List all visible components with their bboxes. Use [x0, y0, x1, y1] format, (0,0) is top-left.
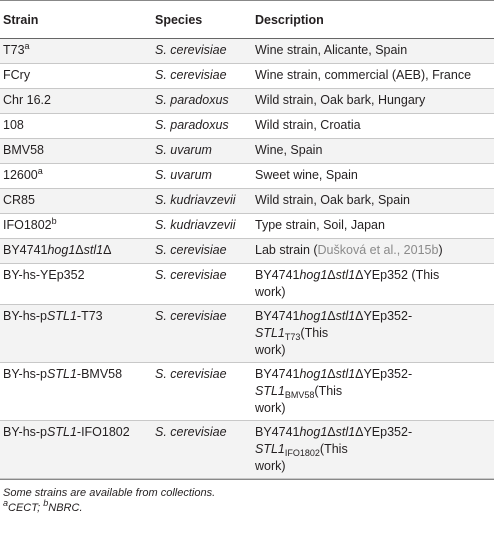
description-cell: BY4741hog1Δstl1ΔYEp352- $STL1_{IFO1802}(This$ work) [255, 425, 413, 473]
description-cell: BY4741hog1Δstl1ΔYEp352 (This work) [255, 268, 440, 299]
strain-cell: BY-hs-YEp352 [3, 268, 85, 282]
species-cell: S. cerevisiae [155, 268, 227, 282]
strain-cell: BMV58 [3, 143, 44, 157]
species-cell: S. uvarum [155, 168, 212, 182]
strain-cell: T73$^a$ [3, 41, 30, 57]
strain-cell: BY-hs-pSTL1-T73 [3, 309, 103, 323]
table-footer [0, 479, 494, 516]
header-strain: Strain [0, 1, 155, 39]
strain-cell: BY-hs-pSTL1-IFO1802 [3, 425, 130, 439]
description-cell: Lab strain (Dušková et al., 2015b) [255, 243, 443, 257]
strain-cell: CR85 [3, 193, 35, 207]
species-cell: S. paradoxus [155, 118, 229, 132]
species-cell: S. uvarum [155, 143, 212, 157]
table-row [0, 239, 494, 264]
description-cell: Wild strain, Croatia [255, 118, 361, 132]
species-cell: S. cerevisiae [155, 68, 227, 82]
strain-cell: IFO1802$^b$ [3, 216, 57, 232]
species-cell: S. kudriavzevii [155, 193, 236, 207]
table-row [0, 139, 494, 164]
species-cell: S. cerevisiae [155, 243, 227, 257]
description-cell: Type strain, Soil, Japan [255, 218, 385, 232]
table-row [0, 64, 494, 89]
description-cell: Sweet wine, Spain [255, 168, 358, 182]
strain-cell: Chr 16.2 [3, 93, 51, 107]
description-cell: Wine strain, Alicante, Spain [255, 43, 408, 57]
table-row [0, 39, 494, 64]
table-row [0, 363, 494, 421]
strain-cell: 108 [3, 118, 24, 132]
header-row [0, 1, 494, 39]
species-cell: S. cerevisiae [155, 309, 227, 323]
species-cell: S. cerevisiae [155, 425, 227, 439]
description-cell: Wine, Spain [255, 143, 323, 157]
strain-cell: BY-hs-pSTL1-BMV58 [3, 367, 123, 381]
table-row [0, 189, 494, 214]
species-cell: S. kudriavzevii [155, 218, 236, 232]
description-cell: Wine strain, commercial (AEB), France [255, 68, 472, 82]
table-row [0, 421, 494, 479]
strain-cell: FCry [3, 68, 31, 82]
table-row [0, 89, 494, 114]
description-cell: BY4741hog1Δstl1ΔYEp352- $STL1_{BMV58}(This$ work) [255, 367, 413, 415]
strain-cell: BY4741hog1Δstl1Δ [3, 243, 112, 257]
description-cell: BY4741hog1Δstl1ΔYEp352- $STL1_{T73}(This$ work) [255, 309, 413, 357]
footnote-mark: a [37, 166, 43, 176]
footer-note: Some strains are available from collections. [3, 487, 216, 499]
species-cell: S. paradoxus [155, 93, 229, 107]
header-species: Species [155, 1, 255, 39]
table-row [0, 164, 494, 189]
footnote-mark: a [24, 41, 30, 51]
table-row [0, 214, 494, 239]
footnote-mark: b [51, 216, 57, 226]
footnotes: $^a$CECT; $^b$NBRC. [3, 498, 83, 514]
table-row [0, 114, 494, 139]
table-row [0, 264, 494, 305]
table-row [0, 305, 494, 363]
species-cell: S. cerevisiae [155, 367, 227, 381]
header-description: Description [255, 1, 494, 39]
species-cell: S. cerevisiae [155, 43, 227, 57]
citation-link[interactable]: Dušková et al., 2015b [317, 243, 439, 257]
strain-cell: 12600$^a$ [3, 166, 43, 182]
description-cell: Wild strain, Oak bark, Spain [255, 193, 410, 207]
description-cell: Wild strain, Oak bark, Hungary [255, 93, 426, 107]
